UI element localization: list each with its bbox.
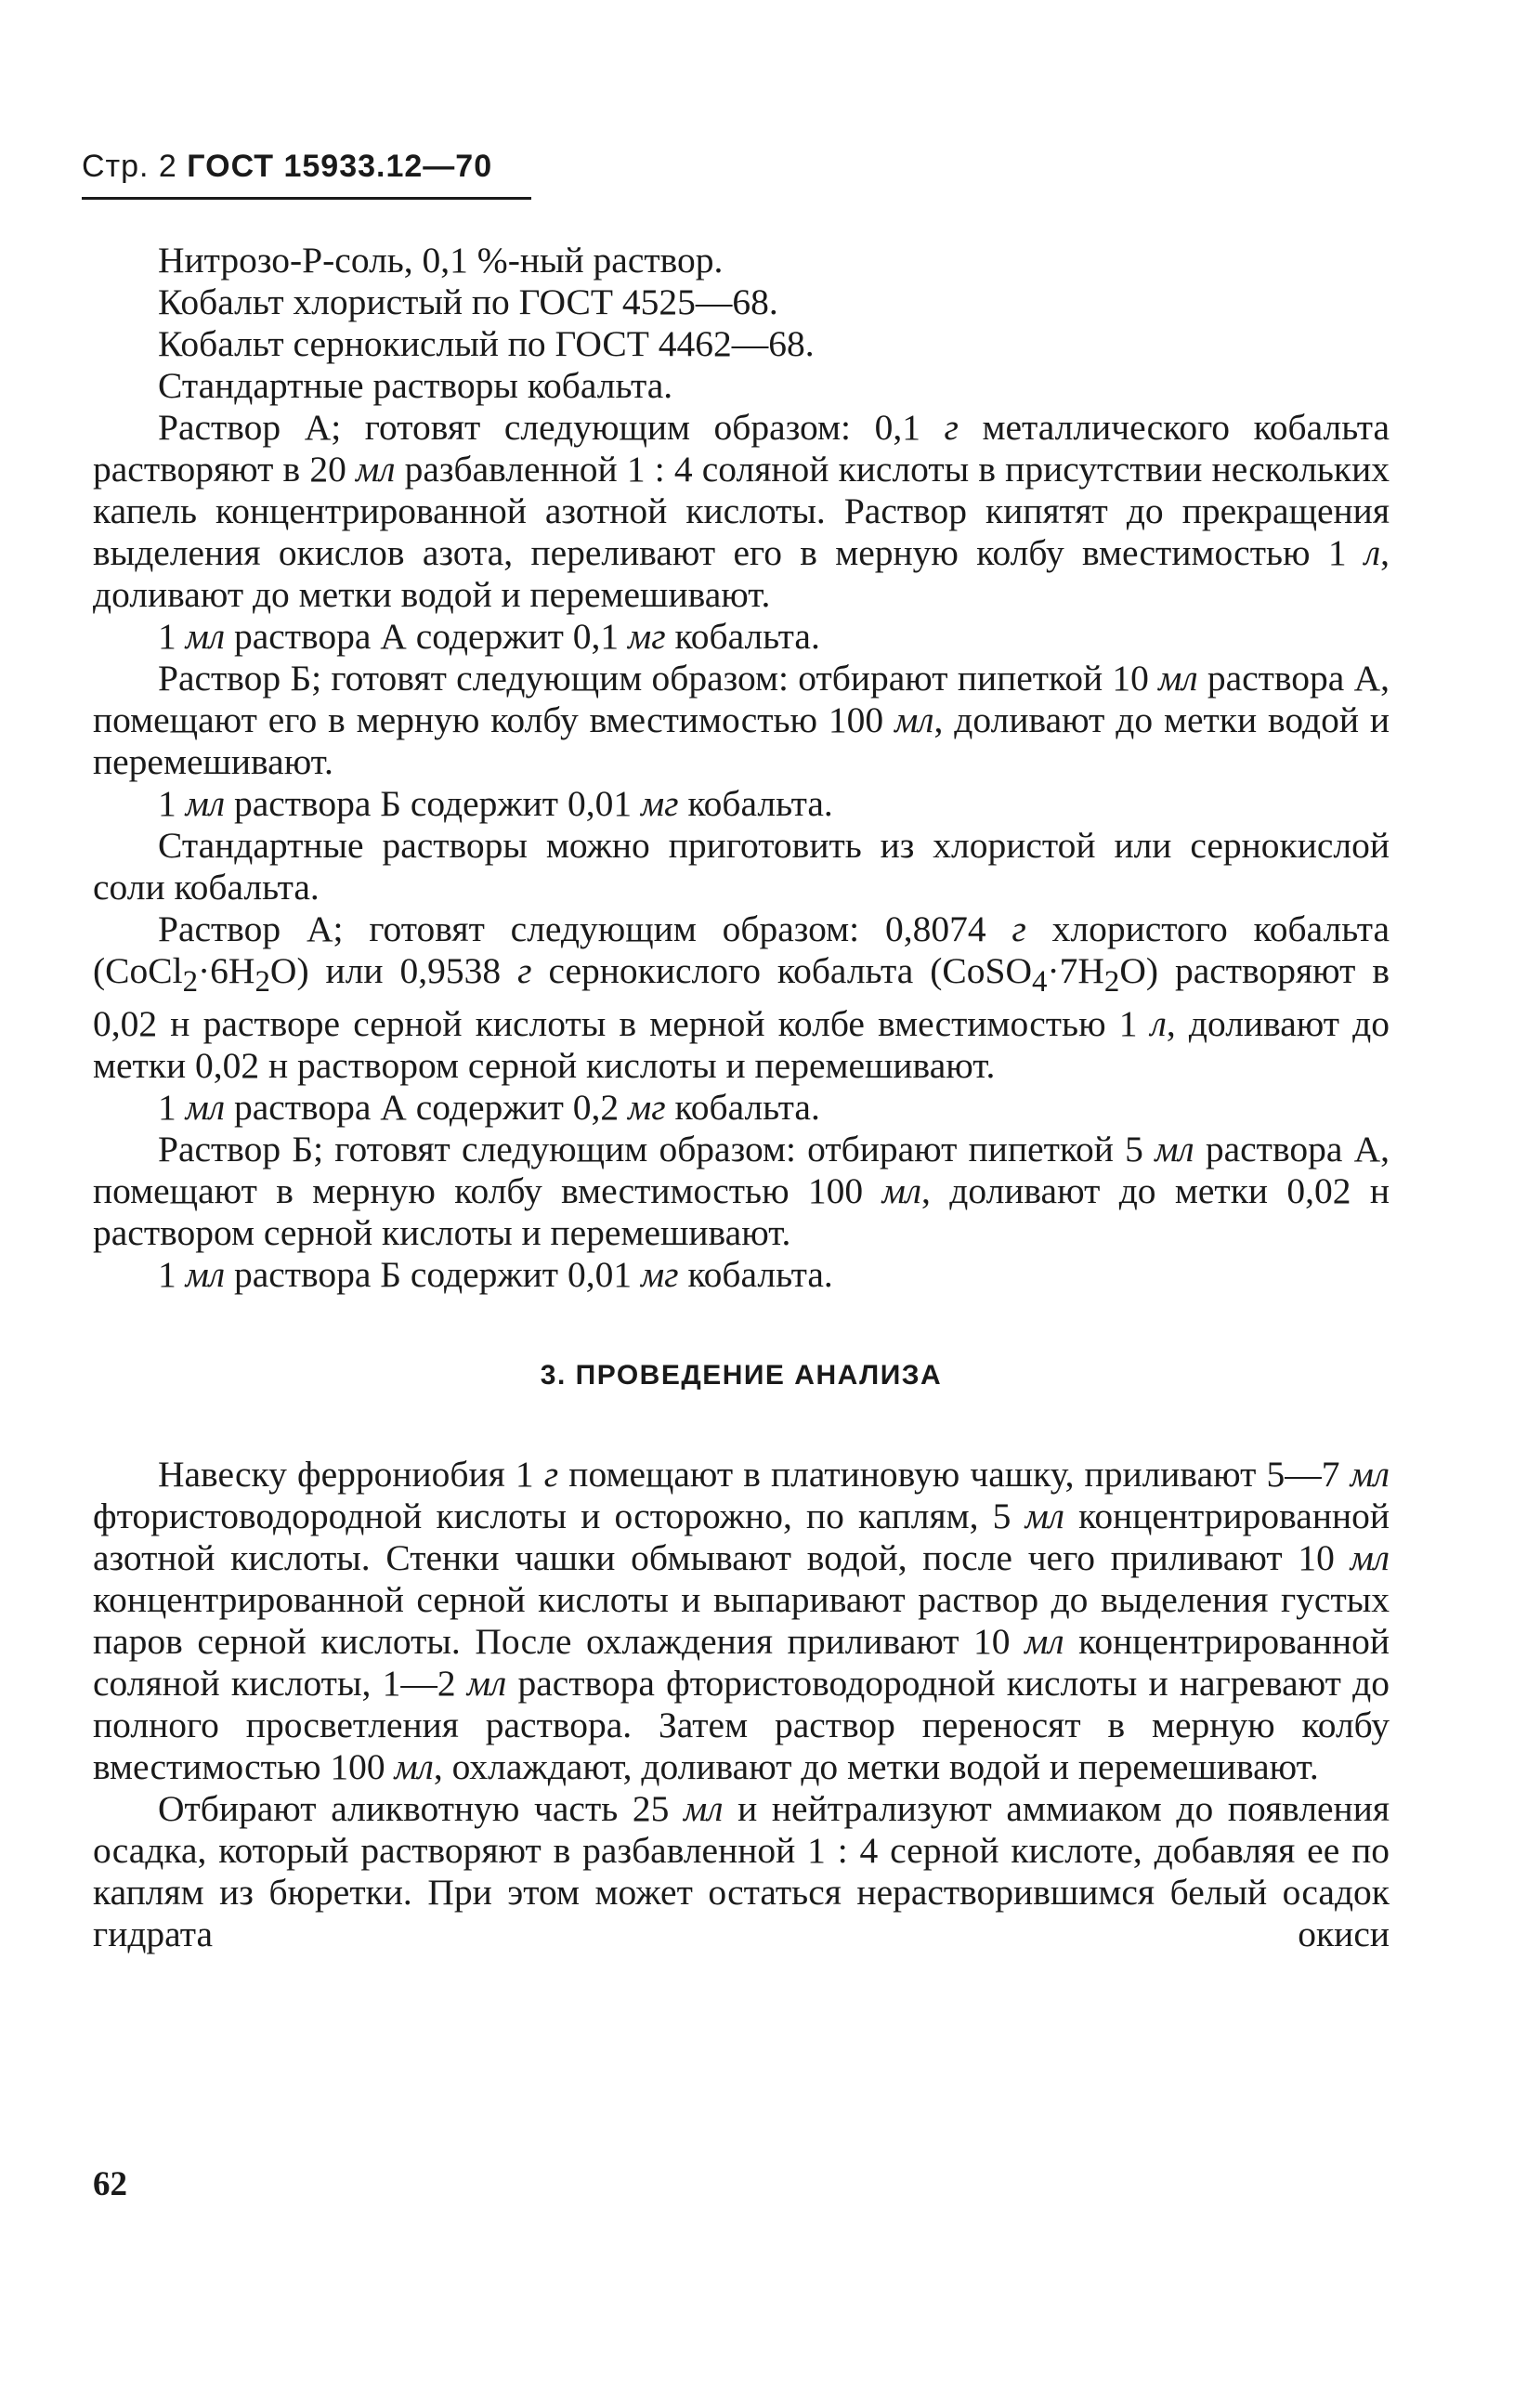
section-title: 3. ПРОВЕДЕНИЕ АНАЛИЗА [540, 1359, 943, 1391]
paragraph: Стандартные растворы можно приготовить из хлористой или сернокислой соли кобальта. [93, 825, 1390, 908]
paragraph: Отбирают аликвотную часть 25 мл и нейтрализуют аммиаком до появления осадка, который растворяют в разбавленной 1 : 4 серной кислоте, добавляя ее по каплям из бюретки. При этом может остаться нерастворившимся белый осадок гидрата окиси [93, 1787, 1390, 1954]
paragraph: Раствор А; готовят следующим образом: 0,1 г металлического кобальта растворяют в 20 мл разбавленной 1 : 4 соляной кислоты в присутствии нескольких капель концентрированной азотной кислоты. Раствор кипятят до прекращения выделения окислов азота, переливают его в мерную колбу вместимостью 1 л, доливают до метки водой и перемешивают. [93, 407, 1390, 615]
analysis-section [93, 1454, 1390, 1955]
paragraph: Раствор Б; готовят следующим образом: отбирают пипеткой 5 мл раствора А, помещают в мерную колбу вместимостью 100 мл, доливают до метки 0,02 н раствором серной кислоты и перемешивают. [93, 1128, 1390, 1253]
paragraph: 1 мл раствора А содержит 0,2 мг кобальта. [158, 1086, 820, 1128]
paragraph: Раствор А; готовят следующим образом: 0,8074 г хлористого кобальта $(CoCl_2\cdot 6H_2O)$ или 0,9538 г сернокислого кобальта $(CoSO_4\cdot 7H_2O)$ растворяют в 0,02 н растворе серной кислоты в мерной колбе вместимостью 1 л, доливают до метки 0,02 н раствором серной кислоты и перемешивают. [93, 908, 1390, 1086]
paragraph: Стандартные растворы кобальта. [158, 365, 673, 406]
page-label: Стр. 2 [82, 149, 177, 184]
paragraph: Кобальт хлористый по ГОСТ 4525—68. [158, 281, 778, 322]
document-body [93, 240, 1390, 1955]
reagents-section [93, 240, 1390, 1296]
paragraph: 1 мл раствора Б содержит 0,01 мг кобальта. [158, 1253, 833, 1295]
page-number: 62 [93, 2165, 127, 2203]
paragraph: Кобальт сернокислый по ГОСТ 4462—68. [158, 323, 815, 364]
paragraph: 1 мл раствора А содержит 0,1 мг кобальта. [158, 616, 820, 657]
paragraph: Навеску феррониобия 1 г помещают в платиновую чашку, приливают 5—7 мл фтористоводородной кислоты и осторожно, по каплям, 5 мл концентрированной азотной кислоты. Стенки чашки обмывают водой, после чего приливают 10 мл концентрированной серной кислоты и выпаривают раствор до выделения густых паров серной кислоты. После охлаждения приливают 10 мл концентрированной соляной кислоты, 1—2 мл раствора фтористоводородной кислоты и нагревают до полного просветления раствора. Затем раствор переносят в мерную колбу вместимостью 100 мл, охлаждают, доливают до метки водой и перемешивают. [93, 1453, 1390, 1787]
running-head [82, 149, 492, 185]
paragraph: Раствор Б; готовят следующим образом: отбирают пипеткой 10 мл раствора А, помещают его в мерную колбу вместимостью 100 мл, доливают до метки водой и перемешивают. [93, 658, 1390, 782]
paragraph: 1 мл раствора Б содержит 0,01 мг кобальта. [158, 783, 833, 824]
standard-number: ГОСТ 15933.12—70 [187, 149, 493, 184]
header-rule [82, 197, 531, 200]
paragraph: Нитрозо-Р-соль, 0,1 %-ный раствор. [158, 240, 724, 281]
